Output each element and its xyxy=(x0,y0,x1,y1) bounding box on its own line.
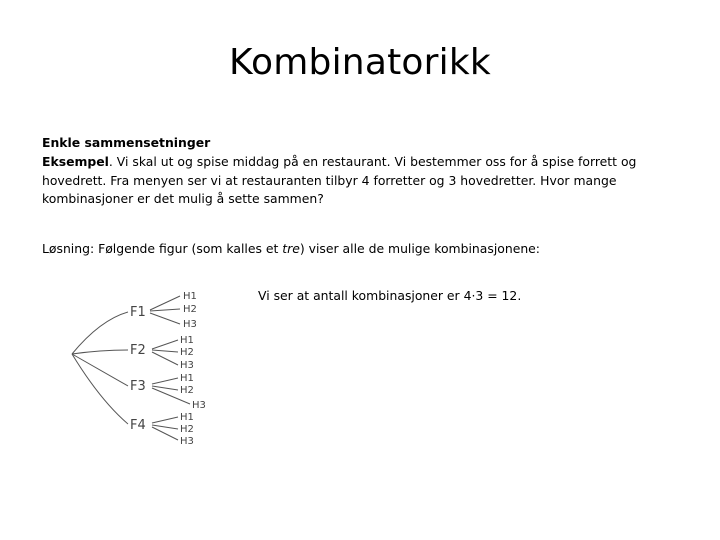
solution-term: tre xyxy=(282,241,300,256)
branch-root-f3 xyxy=(72,354,128,386)
branch-root-f2 xyxy=(72,350,128,354)
tree-f2-h1: H1 xyxy=(180,335,194,346)
solution-suffix: ) viser alle de mulige kombinasjonene: xyxy=(299,241,540,256)
tree-f3: F3 xyxy=(130,379,146,394)
slide-title: Kombinatorikk xyxy=(229,42,491,83)
tree-f4-h2: H2 xyxy=(180,424,194,435)
tree-f2: F2 xyxy=(130,343,146,358)
f4-branches xyxy=(152,417,178,440)
tree-f3-h1: H1 xyxy=(180,373,194,384)
f1-branches xyxy=(150,296,180,324)
solution-prefix: Løsning: Følgende figur (som kalles et xyxy=(42,241,283,256)
branch-root-f1 xyxy=(72,312,128,354)
result-text: Vi ser at antall kombinasjoner er 4·3 = 12. xyxy=(258,288,522,303)
tree-f1-h1: H1 xyxy=(183,291,197,302)
tree-f4-h3: H3 xyxy=(180,436,194,447)
tree-f2-h3: H3 xyxy=(180,360,194,371)
section-heading: Enkle sammensetninger xyxy=(42,135,211,150)
solution-paragraph xyxy=(42,240,682,259)
tree-f1-h3: H3 xyxy=(183,319,197,330)
tree-f4: F4 xyxy=(130,418,146,433)
tree-f1: F1 xyxy=(130,305,146,320)
tree-f2-h2: H2 xyxy=(180,347,194,358)
example-paragraph xyxy=(42,153,682,209)
example-label: Eksempel xyxy=(42,154,109,169)
root-branches xyxy=(72,312,128,424)
example-text: . Vi skal ut og spise middag på en restaurant. Vi bestemmer oss for å spise forrett og hovedrett. Fra menyen ser vi at restauranten tilbyr 4 forretter og 3 hovedretter. Hvor mange kombinasjoner er det mulig å sette sammen? xyxy=(42,154,637,207)
f2-branches xyxy=(152,340,178,365)
tree-f4-h1: H1 xyxy=(180,412,194,423)
tree-f3-h3: H3 xyxy=(192,400,206,411)
tree-f3-h2: H2 xyxy=(180,385,194,396)
combination-tree-diagram xyxy=(60,280,240,450)
tree-f1-h2: H2 xyxy=(183,304,197,315)
branch-root-f4 xyxy=(72,354,128,424)
